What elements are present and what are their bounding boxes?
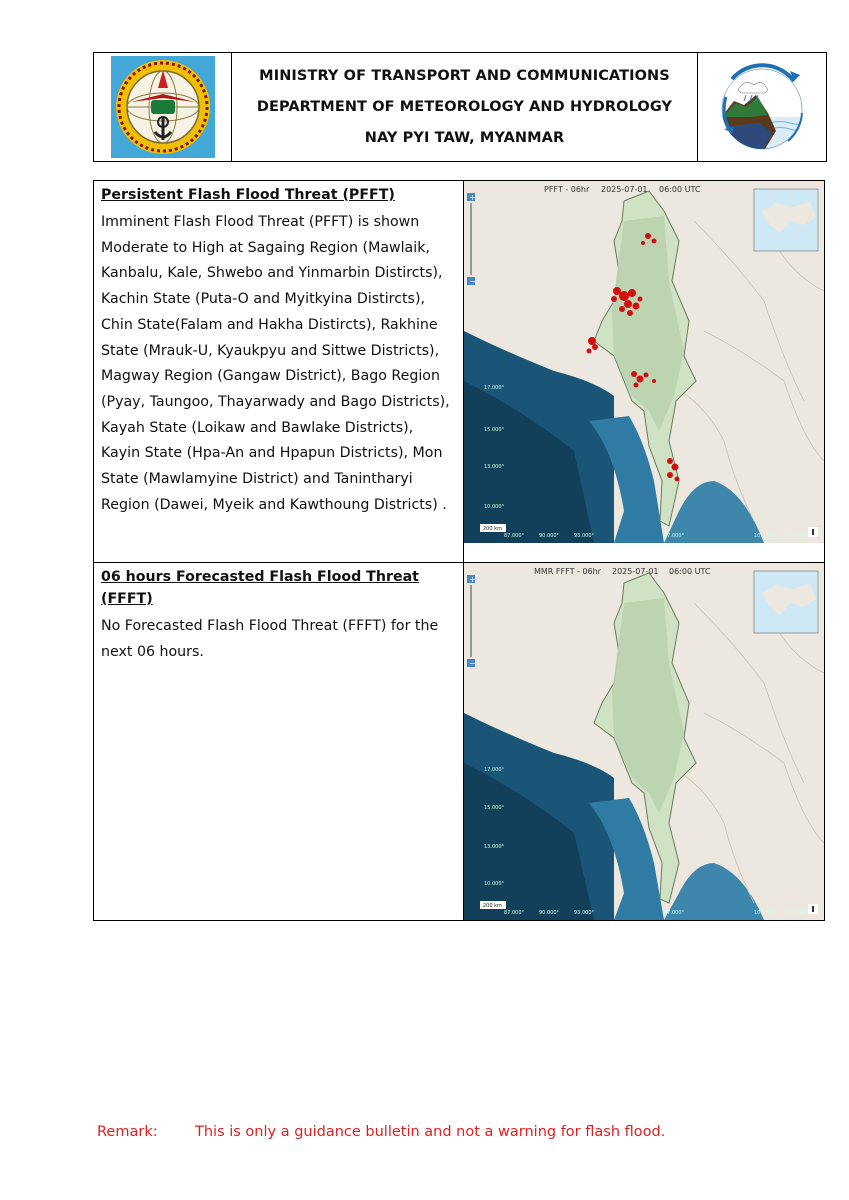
pfft-line: State (Mawlamyine District) and Tanintharyi [101,471,413,488]
location-name: NAY PYI TAW, MYANMAR [364,129,565,146]
map-title: PFFT - 06hr [544,185,590,194]
map-date: 2025-07-01 [612,567,659,576]
pfft-line: Kayin State (Hpa-An and Hpapun Districts), Mon [101,445,443,462]
ministry-emblem-icon [111,56,215,158]
ffft-description [101,614,453,665]
remark-label: Remark: [97,1124,158,1140]
ffft-line: No Forecasted Flash Flood Threat (FFFT) for the [101,618,439,634]
department-name: DEPARTMENT OF METEOROLOGY AND HYDROLOGY [256,98,673,115]
ffft-map-svg [464,563,824,920]
zoom-in-button[interactable]: + [469,575,476,584]
ffft-title: 06 hours Forecasted Flash Flood Threat (FFFT) [101,569,419,607]
map-scale-bar: 200 km [483,526,502,532]
hydrological-cycle-icon [710,57,814,157]
lon-tick: 107.000° [784,533,808,539]
map-time: 06:00 UTC [669,567,711,576]
pfft-line: Region (Dawei, Myeik and Kawthoung Districts) . [101,496,447,513]
lat-tick: 17.000° [484,385,504,391]
lon-tick: 97.000° [664,910,684,916]
pfft-line: Magway Region (Gangaw District), Bago Region [101,368,440,385]
pfft-line: Imminent Flash Flood Threat (PFFT) is shown [101,214,420,230]
pfft-map[interactable] [464,181,824,562]
map-time: 06:00 UTC [659,185,701,194]
lat-tick: 13.000° [484,844,504,850]
zoom-in-button[interactable]: + [469,193,476,202]
pfft-line: Chin State(Falam and Hakha Distircts), Rakhine [101,316,438,333]
pfft-line: Moderate to High at Sagaing Region (Mawlaik, [101,239,430,256]
lat-tick: 15.000° [484,427,504,433]
lat-tick: 10.000° [484,504,504,510]
bulletin-header [93,52,827,162]
lon-tick: 93.000° [574,533,594,539]
pfft-line: (Pyay, Taungoo, Thayarwady and Bago Districts), [101,393,450,410]
lat-tick: 17.000° [484,767,504,773]
zoom-out-button[interactable]: − [469,277,476,286]
lon-tick: 87.000° [504,910,524,916]
pfft-title: Persistent Flash Flood Threat (PFFT) [101,187,395,203]
lon-tick: 90.000° [539,533,559,539]
lat-tick: 15.000° [484,805,504,811]
lon-tick: 101.000° [754,910,778,916]
map-scale-bar: 200 km [483,903,502,909]
ffft-row [94,563,824,920]
map-title: MMR FFFT - 06hr [534,567,601,576]
lon-tick: 93.000° [574,910,594,916]
pfft-row [94,181,824,563]
flood-threat-table [93,180,825,921]
zoom-out-button[interactable]: − [469,659,476,668]
map-date: 2025-07-01 [601,185,648,194]
ministry-logo-cell [94,53,232,161]
pfft-description [101,210,453,518]
ffft-text-cell [94,563,464,920]
pfft-text-cell [94,181,464,562]
pfft-line: Kanbalu, Kale, Shwebo and Yinmarbin Distircts), [101,265,443,282]
lon-tick: 107.000° [784,910,808,916]
ffft-map[interactable] [464,563,824,920]
dmh-logo-cell [698,53,826,161]
remark-text: This is only a guidance bulletin and not a warning for flash flood. [195,1124,666,1140]
ministry-name: MINISTRY OF TRANSPORT AND COMMUNICATIONS [259,67,670,84]
pfft-line: Kachin State (Puta-O and Myitkyina Distircts), [101,291,425,308]
lon-tick: 87.000° [504,533,524,539]
ffft-line: next 06 hours. [101,643,204,660]
header-title-block [232,53,698,161]
lon-tick: 101.000° [754,533,778,539]
pfft-line: Kayah State (Loikaw and Bawlake Districts), [101,419,414,436]
lat-tick: 10.000° [484,881,504,887]
lat-tick: 13.000° [484,464,504,470]
pfft-map-svg [464,181,824,543]
lon-tick: 97.000° [664,533,684,539]
pfft-line: State (Mrauk-U, Kyaukpyu and Sittwe Districts), [101,342,440,359]
lon-tick: 90.000° [539,910,559,916]
